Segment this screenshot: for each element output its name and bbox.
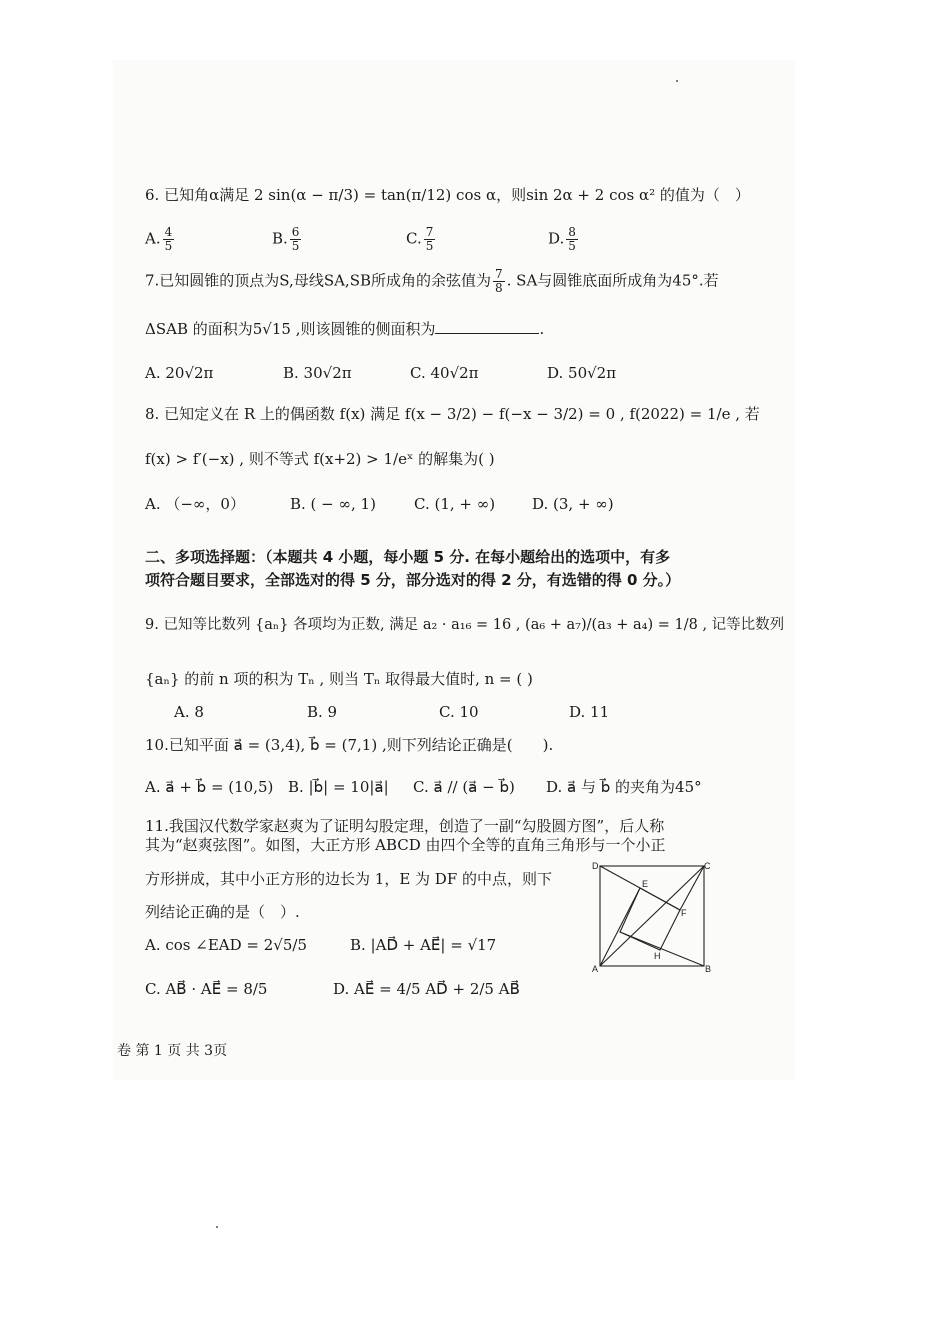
- q6-option-b: B. $\frac{6}{5}$: [272, 225, 300, 253]
- q6-stem: 6. 已知角α满足 2 sin(α − π/3) = tan(π/12) cos α，则sin 2α + 2 cos α² 的值为（ ）: [145, 186, 750, 204]
- scan-speck: [676, 80, 678, 82]
- segment-ae: [600, 888, 640, 966]
- page-footer: 卷 第 1 页 共 3页: [117, 1043, 228, 1059]
- answer-blank: [435, 319, 539, 334]
- q9-option-c: C. 10: [439, 703, 479, 721]
- q10-option-d: D. a⃗ 与 b⃗ 的夹角为45°: [546, 778, 702, 796]
- q7-option-a: A. 20√2π: [145, 364, 214, 382]
- q9-option-b: B. 9: [307, 703, 338, 721]
- label-e: E: [642, 879, 649, 889]
- scan-speck: [216, 1226, 218, 1228]
- q11-line4: 列结论正确的是（ ）.: [145, 903, 300, 921]
- q9-line1: 9. 已知等比数列 {aₙ} 各项均为正数, 满足 a₂ · a₁₆ = 16 , (a₆ + a₇)/(a₃ + a₄) = 1/8 , 记等比数列: [145, 617, 785, 633]
- q11-line2: 其为“赵爽弦图”。如图，大正方形 ABCD 由四个全等的直角三角形与一个小正: [145, 836, 666, 854]
- section2-heading-line1: 二、多项选择题：（本题共 4 小题，每小题 5 分. 在每小题给出的选项中，有多: [145, 548, 671, 566]
- q7-stem: 7.已知圆锥的顶点为S,母线SA,SB所成角的余弦值为 $\frac{7}{8}$ . SA与圆锥底面所成角为45°.若: [145, 267, 719, 295]
- q11-line3: 方形拼成，其中小正方形的边长为 1，E 为 DF 的中点，则下: [145, 870, 553, 888]
- q11-option-c: C. AB⃗ · AE⃗ = 8/5: [145, 980, 268, 998]
- label-h: H: [654, 951, 661, 961]
- label-b: B: [705, 964, 712, 972]
- label-f: F: [681, 908, 687, 918]
- q11-option-d: D. AE⃗ = 4/5 AD⃗ + 2/5 AB⃗: [333, 980, 520, 998]
- q8-option-c: C. (1, + ∞): [414, 495, 496, 513]
- diagonal-ac: [600, 866, 704, 966]
- q7-option-d: D. 50√2π: [547, 364, 617, 382]
- q10-option-a: A. a⃗ + b⃗ = (10,5): [145, 778, 274, 796]
- q8-option-b: B. ( − ∞, 1): [290, 495, 376, 513]
- q8-line2: f(x) > f′(−x) , 则不等式 f(x+2) > 1/eˣ 的解集为( ): [145, 450, 495, 468]
- q11-option-a: A. cos ∠EAD = 2√5/5: [145, 936, 307, 954]
- q6-option-c: C. $\frac{7}{5}$: [406, 225, 434, 253]
- q7-option-b: B. 30√2π: [283, 364, 352, 382]
- label-a: A: [592, 964, 599, 972]
- q6-option-a: A. $\frac{4}{5}$: [145, 225, 173, 253]
- q10-option-c: C. a⃗ // (a⃗ − b⃗): [413, 778, 515, 796]
- q8-line1: 8. 已知定义在 R 上的偶函数 f(x) 满足 f(x − 3/2) − f(−x − 3/2) = 0 , f(2022) = 1/e , 若: [145, 405, 760, 423]
- q7-option-c: C. 40√2π: [410, 364, 479, 382]
- q8-option-a: A. （−∞，0）: [145, 495, 245, 513]
- q8-option-d: D. (3, + ∞): [532, 495, 614, 513]
- q9-option-d: D. 11: [569, 703, 610, 721]
- segment-cf: [680, 866, 704, 910]
- label-c: C: [704, 861, 711, 871]
- label-d: D: [592, 861, 599, 871]
- zhao-shuang-figure: [592, 860, 714, 972]
- q9-option-a: A. 8: [174, 703, 204, 721]
- q11-line1: 11.我国汉代数学家赵爽为了证明勾股定理，创造了一副“勾股圆方图”，后人称: [145, 817, 665, 835]
- q11-option-b: B. |AD⃗ + AE⃗| = √17: [350, 936, 497, 954]
- q10-stem: 10.已知平面 a⃗ = (3,4), b⃗ = (7,1) ,则下列结论正确是( ).: [145, 736, 554, 754]
- q6-option-d: D. $\frac{8}{5}$: [548, 225, 576, 253]
- section2-heading-line2: 项符合题目要求，全部选对的得 5 分，部分选对的得 2 分，有选错的得 0 分。）: [145, 571, 681, 589]
- q10-option-b: B. |b⃗| = 10|a⃗|: [288, 778, 389, 796]
- q9-line2: {aₙ} 的前 n 项的积为 Tₙ , 则当 Tₙ 取得最大值时, n = ( ): [145, 670, 533, 688]
- q7-area-line: ΔSAB 的面积为5√15 ,则该圆锥的侧面积为 .: [145, 320, 545, 338]
